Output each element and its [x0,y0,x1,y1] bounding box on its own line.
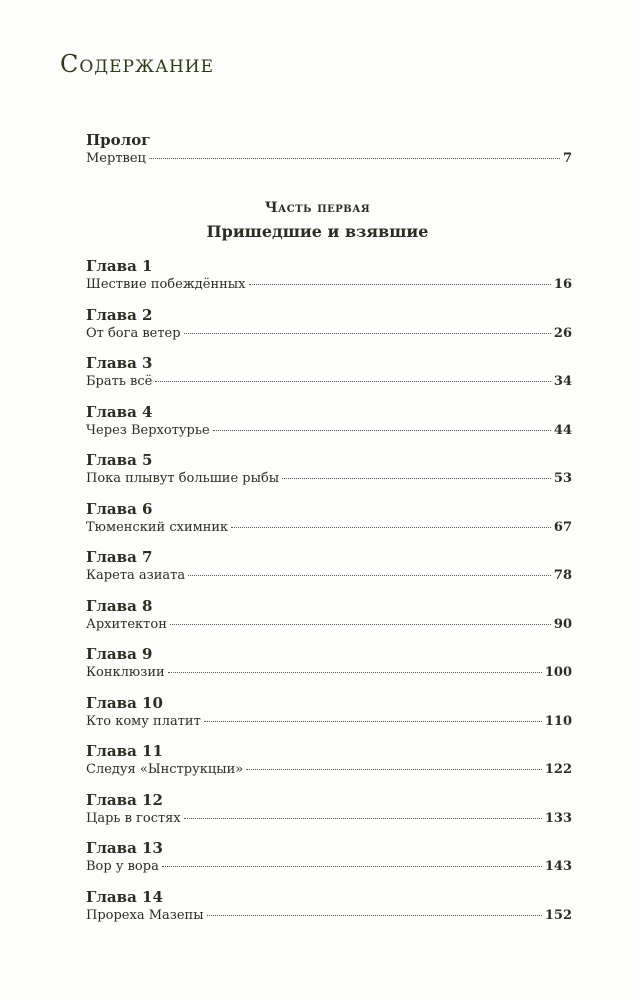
page-number: 16 [553,277,572,292]
dot-leader [213,430,551,431]
toc-line [86,713,572,731]
toc-line [86,907,572,925]
entry-label: Глава 7 [86,548,153,566]
toc-line [86,616,572,634]
page-number: 143 [544,859,572,874]
entry-label: Глава 14 [86,888,163,906]
dot-leader [282,478,551,479]
toc-entry-chapter [86,499,572,537]
dot-leader [162,866,542,867]
entry-label: Глава 6 [86,500,153,518]
entry-title: Пока плывут большие рыбы [86,471,280,486]
dot-leader [184,333,551,334]
toc-line [86,519,572,537]
dot-leader [246,769,542,770]
entry-label: Глава 1 [86,257,153,275]
entry-title: Прореха Мазепы [86,908,204,923]
page-number: 110 [544,714,572,729]
page-number: 90 [553,617,572,632]
toc-entry-chapter [86,838,572,876]
dot-leader [170,624,551,625]
page-number: 34 [553,374,572,389]
page-title: Содержание [60,50,215,78]
page-number: 133 [544,811,572,826]
part-title: Пришедшие и взявшие [206,222,429,241]
page-number: 7 [562,151,572,166]
dot-leader [204,721,542,722]
toc-entry-chapter [86,644,572,682]
entry-title: От бога ветер [86,326,181,341]
page-number: 53 [553,471,572,486]
entry-label: Глава 4 [86,403,153,421]
entry-label: Глава 3 [86,354,153,372]
entry-label: Глава 12 [86,791,163,809]
toc-line [86,373,572,391]
entry-title: Конклюзии [86,665,165,680]
dot-leader [155,381,551,382]
page-number: 122 [544,762,572,777]
page-number: 100 [544,665,572,680]
entry-title: Кто кому платит [86,714,201,729]
toc-entry-chapter [86,547,572,585]
toc-entry-prologue [86,130,572,168]
toc-line [86,470,572,488]
part-number: Часть первая [264,200,371,216]
toc-entry-chapter [86,790,572,828]
toc-line [86,858,572,876]
entry-title: Тюменский схимник [86,520,229,535]
toc-entry-chapter [86,693,572,731]
toc-entry-chapter [86,402,572,440]
page-number: 44 [553,423,572,438]
entry-label: Пролог [86,131,151,149]
dot-leader [149,158,560,159]
page-number: 67 [553,520,572,535]
page-number: 78 [553,568,572,583]
entry-title: Карета азиата [86,568,186,583]
entry-title: Следуя «Ынструкцыи» [86,762,244,777]
dot-leader [184,818,542,819]
entry-label: Глава 11 [86,742,163,760]
toc-line [86,810,572,828]
entry-title: Шествие побеждённых [86,277,246,292]
dot-leader [188,575,551,576]
toc-line [86,761,572,779]
toc-line [86,422,572,440]
entry-label: Глава 13 [86,839,163,857]
toc-entry-chapter [86,887,572,925]
entry-title: Брать всё [86,374,153,389]
page-number: 26 [553,326,572,341]
dot-leader [207,915,542,916]
entry-label: Глава 2 [86,306,153,324]
toc-entry-chapter [86,353,572,391]
toc-entry-chapter [86,741,572,779]
toc-line [86,664,572,682]
entry-title: Архитектон [86,617,167,632]
entry-label: Глава 8 [86,597,153,615]
dot-leader [168,672,542,673]
toc-entry-chapter [86,596,572,634]
entry-label: Глава 10 [86,694,163,712]
page-number: 152 [544,908,572,923]
toc-entry-chapter [86,256,572,294]
entry-title: Через Верхотурье [86,423,210,438]
toc-line [86,150,572,168]
toc-entry-chapter [86,450,572,488]
entry-label: Глава 9 [86,645,153,663]
toc-entry-chapter [86,305,572,343]
toc-line [86,325,572,343]
entry-title: Мертвец [86,151,146,166]
entry-label: Глава 5 [86,451,153,469]
toc-line [86,276,572,294]
dot-leader [231,527,551,528]
dot-leader [249,284,551,285]
entry-title: Царь в гостях [86,811,181,826]
toc-line [86,567,572,585]
entry-title: Вор у вора [86,859,159,874]
